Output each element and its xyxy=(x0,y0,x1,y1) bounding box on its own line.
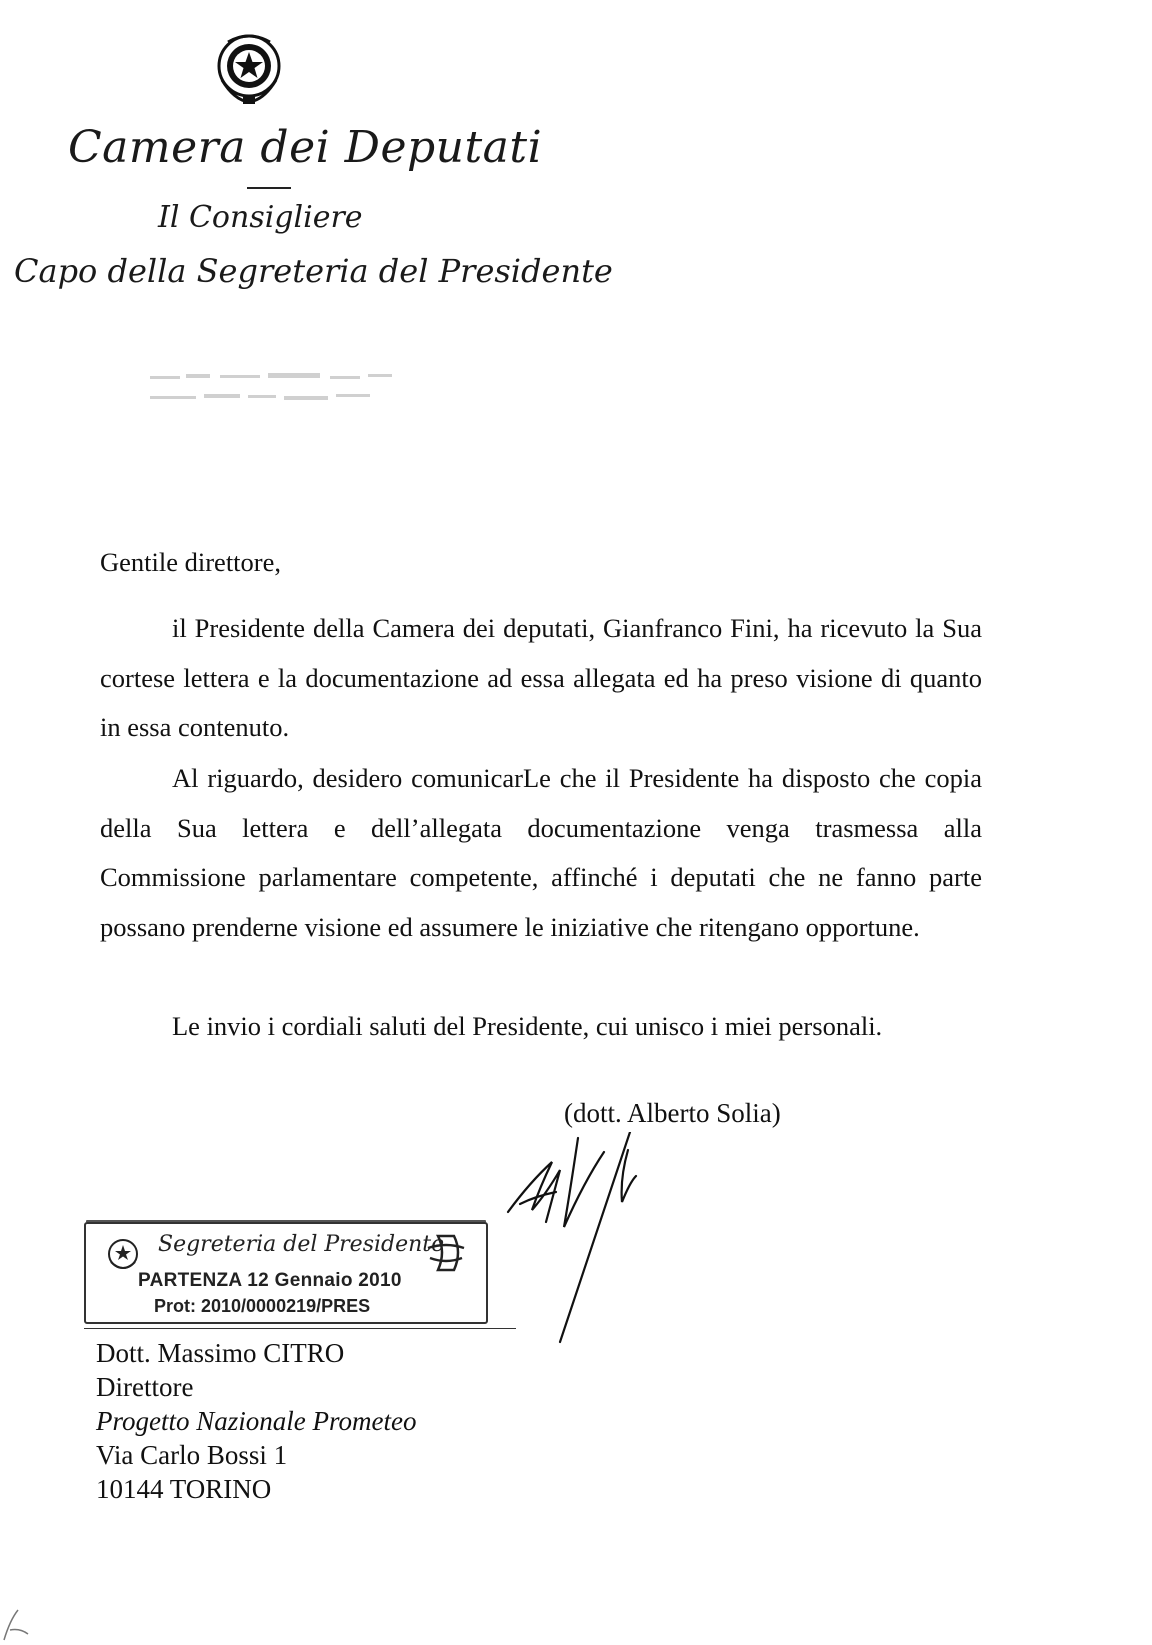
chamber-logo-icon xyxy=(426,1232,466,1274)
greeting: Gentile direttore, xyxy=(100,547,282,577)
recipient-title: Direttore xyxy=(96,1372,194,1402)
stamp-emblem-icon xyxy=(106,1236,140,1274)
stamp-title: Segreteria del Presidente xyxy=(158,1232,445,1257)
letterhead-institution: Camera dei Deputati xyxy=(68,122,543,173)
outgoing-stamp xyxy=(84,1222,488,1324)
body-paragraph-3: Le invio i cordiali saluti del Presidente, cui unisco i miei personali. xyxy=(172,1011,883,1041)
body-paragraph-2: Al riguardo, desidero comunicarLe che il Presidente ha disposto che copia della Sua lettera e dell’allegata documentazione venga trasmessa alla Commissione parlamentare competente, affinché i deputati che ne fanno parte possano prenderne visione ed assumere le iniziative che ritengano opportune. xyxy=(100,763,982,942)
stamp-protocol-number: Prot: 2010/0000219/PRES xyxy=(154,1296,371,1316)
recipient-name: Dott. Massimo CITRO xyxy=(96,1338,345,1368)
letterhead-role: Il Consigliere xyxy=(158,200,363,235)
republic-emblem-icon xyxy=(214,30,284,106)
recipient-organization: Progetto Nazionale Prometeo xyxy=(96,1406,417,1436)
letterhead-office: Capo della Segreteria del Presidente xyxy=(14,252,613,290)
stamp-departure-date: PARTENZA 12 Gennaio 2010 xyxy=(138,1270,402,1291)
recipient-street: Via Carlo Bossi 1 xyxy=(96,1440,288,1470)
scan-mark xyxy=(0,1600,34,1645)
stamp-underline xyxy=(84,1328,516,1329)
body-paragraph-1: il Presidente della Camera dei deputati, Gianfranco Fini, ha ricevuto la Sua cortese lettera e la documentazione ad essa allegata ed ha preso visione di quanto in essa contenuto. xyxy=(100,613,982,742)
faint-bleed-through xyxy=(150,370,400,416)
signatory-name: (dott. Alberto Solia) xyxy=(564,1098,781,1128)
handwritten-signature xyxy=(500,1132,685,1347)
letterhead-divider xyxy=(247,187,291,189)
recipient-city: 10144 TORINO xyxy=(96,1474,272,1504)
